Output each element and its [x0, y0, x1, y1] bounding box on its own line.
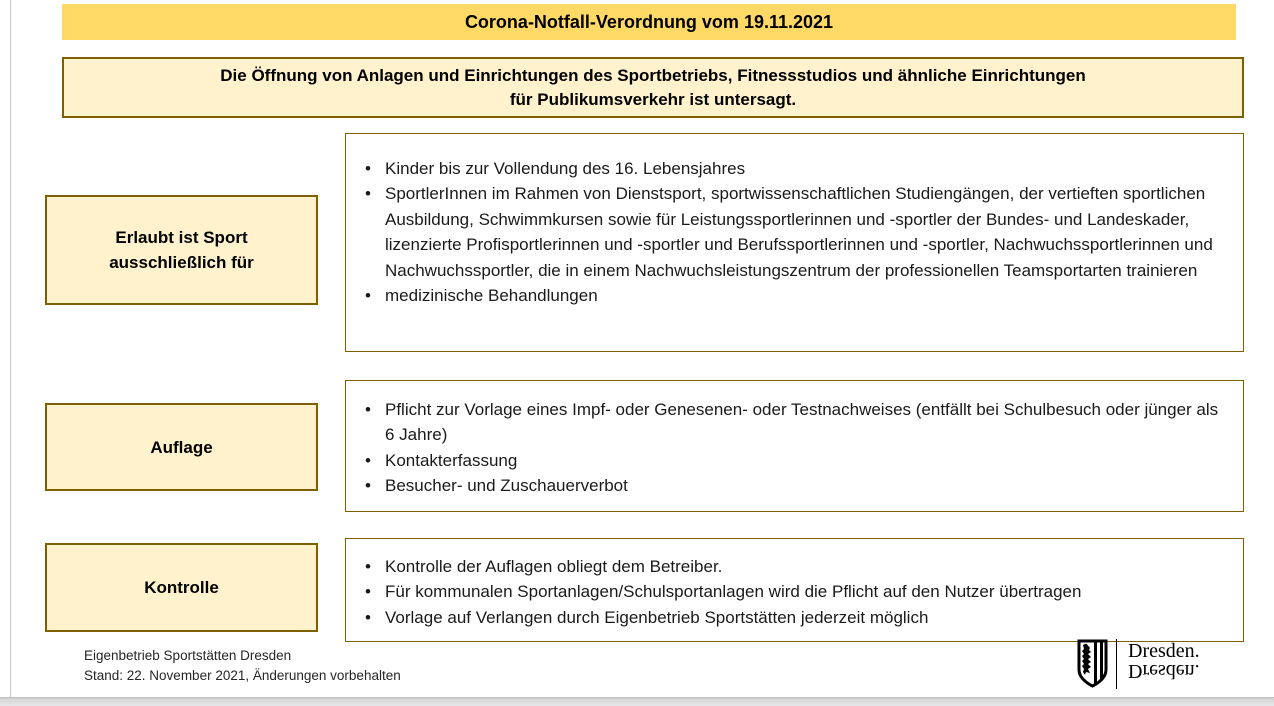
bullet-list — [346, 134, 1243, 308]
content-box-erlaubt — [345, 133, 1244, 352]
bullet-item: • Besucher- und Zuschauerverbot — [360, 473, 1225, 498]
bullet-list — [346, 381, 1243, 499]
bullet-list — [346, 539, 1243, 630]
bullet-item: • Kontakterfassung — [360, 448, 1225, 473]
logo-divider — [1116, 639, 1117, 689]
label-box-kontrolle — [45, 543, 318, 632]
dresden-coat-of-arms-icon — [1077, 639, 1108, 694]
label-line: ausschließlich für — [109, 253, 254, 272]
content-box-kontrolle — [345, 538, 1244, 642]
statement-line: für Publikumsverkehr ist untersagt. — [509, 89, 797, 109]
viewer-bottom-strip — [0, 697, 1274, 706]
page-edge-line — [10, 0, 11, 697]
footer-line-stand: Stand: 22. November 2021, Änderungen vorbehalten — [84, 668, 401, 683]
statement-line: Die Öffnung von Anlagen und Einrichtungen des Sportbetriebs, Fitnessstudios und ähnliche Einrichtungen — [220, 65, 1086, 85]
label-line: Kontrolle — [144, 578, 219, 597]
bullet-item: • Kontrolle der Auflagen obliegt dem Betreiber. — [360, 554, 1225, 579]
footer — [84, 646, 401, 686]
label-line: Auflage — [150, 437, 213, 457]
logo-wordmark — [1128, 639, 1200, 681]
title-banner — [62, 4, 1236, 40]
label-line: Erlaubt ist Sport — [115, 228, 248, 247]
statement-box — [62, 57, 1244, 118]
dresden-logo — [1077, 639, 1200, 694]
bullet-item: • Vorlage auf Verlangen durch Eigenbetrieb Sportstätten jederzeit möglich — [360, 605, 1225, 630]
bullet-item: • medizinische Behandlungen — [360, 283, 1225, 308]
label-box-auflage — [45, 403, 318, 491]
bullet-item: • Kinder bis zur Vollendung des 16. Lebensjahres — [360, 156, 1225, 181]
logo-wordmark-mirrored: Dresden. — [1128, 660, 1200, 682]
logo-wordmark-text: Dresden. — [1128, 640, 1200, 662]
label-box-erlaubt — [45, 195, 318, 305]
content-box-auflage — [345, 380, 1244, 512]
bullet-item: • Pflicht zur Vorlage eines Impf- oder Genesenen- oder Testnachweises (entfällt bei Schulbesuch oder jünger als 6 Jahre) — [360, 397, 1225, 448]
bullet-item: • Für kommunalen Sportanlagen/Schulsportanlagen wird die Pflicht auf den Nutzer übertragen — [360, 579, 1225, 604]
page-title: Corona-Notfall-Verordnung vom 19.11.2021 — [464, 11, 834, 32]
bullet-item: • SportlerInnen im Rahmen von Dienstsport, sportwissenschaftlichen Studiengängen, der vertieften sportlichen Ausbildung, Schwimmkursen sowie für Leistungssportlerinnen und -sportler der Bundes- und Landeskader, lizenzierte Profisportlerinnen und -sportler und Berufssportlerinnen und -sportler, Nachwuchssportlerinnen und Nachwuchssportler, die in einem Nachwuchsleistungszentrum der professionellen Teamsportarten trainieren — [360, 181, 1225, 283]
footer-line-org: Eigenbetrieb Sportstätten Dresden — [84, 648, 292, 663]
